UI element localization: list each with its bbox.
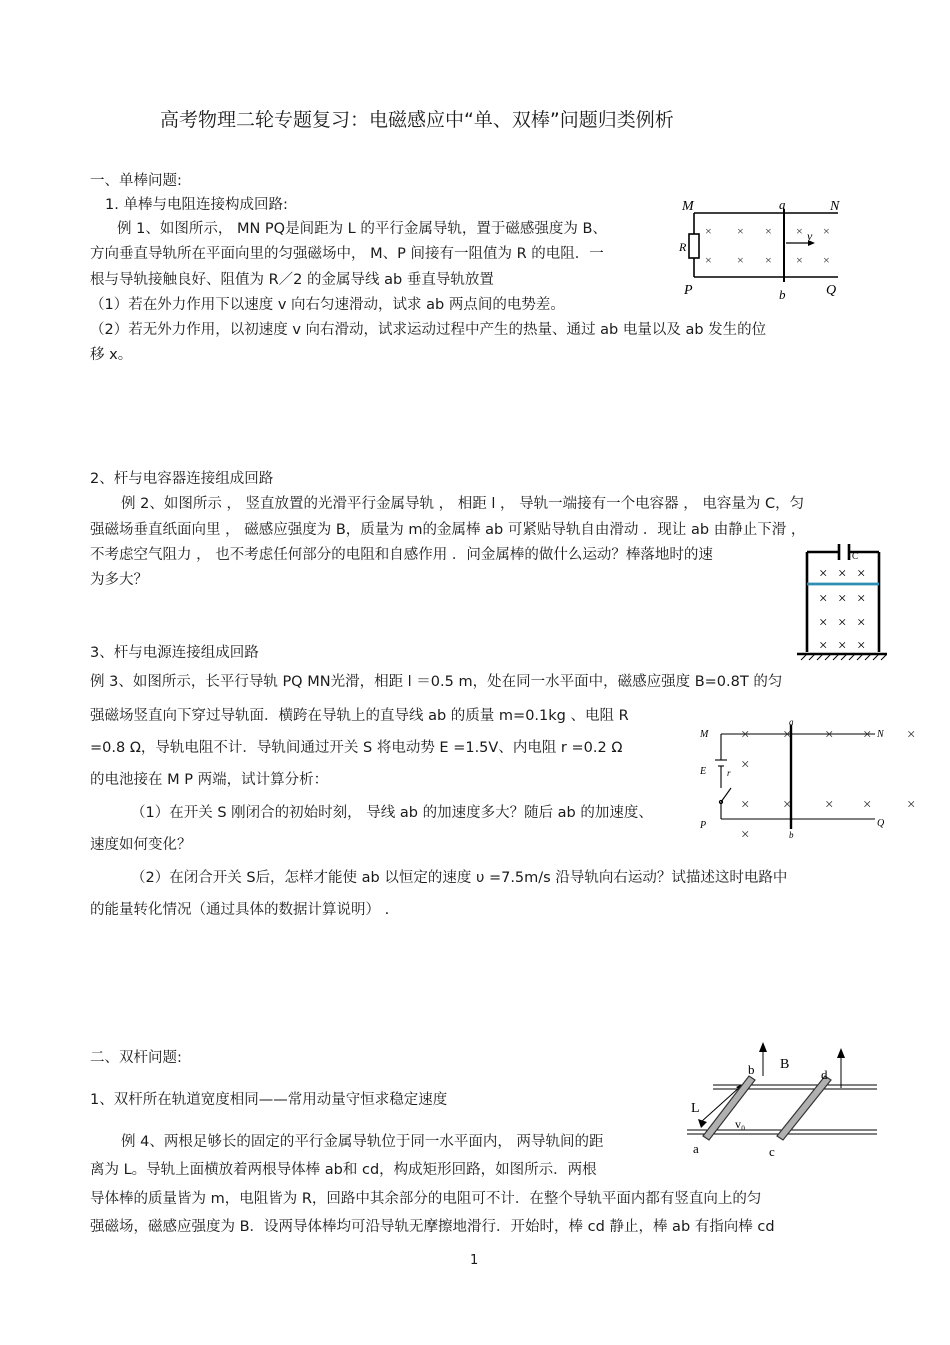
fig3-label-E: E (700, 766, 707, 777)
fig1-label-b: b (779, 287, 786, 300)
fig3-label-N: N (877, 729, 884, 740)
figure-rails-resistor (678, 196, 850, 300)
fig3-field-cross: × (907, 727, 916, 743)
fig3-field-cross: × (741, 827, 750, 840)
ex1-line-2: 方向垂直导轨所在平面向里的匀强磁场中， M、P 间接有一阻值为 R 的电阻．一 (90, 246, 604, 262)
ex4-line-4: 强磁场，磁感应强度为 B．设两导体棒均可沿导轨无摩擦地滑行．开始时，棒 cd 静止，棒 ab 有指向棒 cd (90, 1219, 775, 1235)
fig2-field-cross: × (819, 615, 828, 631)
fig2-field-cross: × (857, 615, 866, 631)
fig1-label-M: M (682, 199, 694, 214)
fig2-field-cross: × (819, 566, 828, 582)
fig2-field-cross: × (838, 591, 847, 607)
fig3-label-r: r (727, 768, 731, 778)
ex2-line-1: 例 2、如图所示 ， 竖直放置的光滑平行金属导轨 ， 相距 l ， 导轨一端接有一个电容器 ， 电容量为 C，匀 (121, 496, 805, 512)
ex2-line-4: 为多大？ (90, 572, 148, 588)
fig3-field-cross: × (907, 797, 916, 813)
fig4-label-d: d (821, 1067, 828, 1082)
fig3-field-cross: × (741, 797, 750, 813)
fig3-label-M: M (700, 729, 709, 740)
ex2-line-3: 不考虑空气阻力 ， 也不考虑任何部分的电阻和自感作用 ．问金属棒的做什么运动？棒落地时的速 (90, 547, 713, 563)
fig4-label-B: B (780, 1057, 790, 1072)
fig4-label-c: c (769, 1144, 775, 1159)
ex1-line-6: 移 x。 (90, 347, 133, 363)
fig1-field-cross: × (823, 253, 830, 267)
ex2-line-2: 强磁场垂直纸面向里 ， 磁感应强度为 B，质量为 m的金属棒 ab 可紧贴导轨自由滑动 ．现让 ab 由静止下滑 ， (90, 522, 806, 538)
subheading-rod-resistor: 1. 单棒与电阻连接构成回路: (105, 197, 288, 213)
figure-rails-battery (695, 716, 925, 840)
fig4-label-v0: v₀ (735, 1117, 746, 1131)
fig2-field-cross: × (857, 638, 866, 654)
ex1-line-1: 例 1、如图所示， MN PQ是间距为 L 的平行金属导轨，置于磁感强度为 B、 (117, 221, 607, 237)
ex4-line-3: 导体棒的质量皆为 m，电阻皆为 R，回路中其余部分的电阻可不计．在整个导轨平面内都有竖直向上的匀 (90, 1191, 762, 1207)
fig3-label-b: b (789, 830, 794, 840)
fig1-field-cross: × (705, 224, 712, 238)
fig2-field-cross: × (819, 591, 828, 607)
fig2-field-cross: × (838, 638, 847, 654)
figure-two-rods (685, 1040, 885, 1168)
ex3-line-3: =0.8 Ω，导轨电阻不计．导轨间通过开关 S 将电动势 E =1.5V、内电阻 r =0.2 Ω (90, 740, 623, 756)
fig3-field-cross: × (863, 797, 872, 813)
fig2-field-cross: × (838, 615, 847, 631)
subheading-rod-capacitor: 2、杆与电容器连接组成回路 (90, 471, 274, 487)
fig3-label-Q: Q (877, 818, 885, 829)
fig4-label-b: b (748, 1062, 755, 1077)
fig1-field-cross: × (823, 224, 830, 238)
fig1-field-cross: × (765, 224, 772, 238)
fig3-label-a: a (789, 717, 794, 727)
ex1-line-4: （1）若在外力作用下以速度 v 向右匀速滑动，试求 ab 两点间的电势差。 (90, 297, 565, 313)
ex3-line-7: （2）在闭合开关 S后，怎样才能使 ab 以恒定的速度 υ =7.5m/s 沿导轨向右运动？试描述这时电路中 (131, 870, 788, 886)
fig3-field-cross: × (825, 797, 834, 813)
fig1-label-a: a (779, 197, 786, 212)
fig3-field-cross: × (783, 727, 792, 743)
ex4-line-2: 离为 L。导轨上面横放着两根导体棒 ab和 cd，构成矩形回路，如图所示．两根 (90, 1162, 597, 1178)
fig1-label-Q: Q (826, 283, 837, 298)
fig1-label-v: v (807, 229, 813, 243)
fig1-field-cross: × (737, 253, 744, 267)
fig3-field-cross: × (741, 727, 750, 743)
fig3-field-cross: × (825, 727, 834, 743)
ex3-line-6: 速度如何变化？ (90, 837, 192, 853)
fig1-field-cross: × (765, 253, 772, 267)
ex3-line-2: 强磁场竖直向下穿过导轨面．横跨在导轨上的直导线 ab 的质量 m=0.1kg 、电阻 R (90, 708, 629, 724)
section-heading-single-rod: 一、单棒问题: (90, 173, 182, 189)
ex4-line-1: 例 4、两根足够长的固定的平行金属导轨位于同一水平面内， 两导轨间的距 (121, 1134, 604, 1150)
ex3-line-5: （1）在开关 S 刚闭合的初始时刻， 导线 ab 的加速度多大？随后 ab 的加速度、 (131, 805, 653, 821)
fig2-field-cross: × (819, 638, 828, 654)
ex3-line-8: 的能量转化情况（通过具体的数据计算说明） . (90, 902, 390, 918)
fig1-field-cross: × (796, 224, 803, 238)
fig2-field-cross: × (857, 566, 866, 582)
fig2-label-C: C (852, 551, 859, 561)
figure-vertical-rails-capacitor (795, 540, 887, 662)
fig2-field-cross: × (857, 591, 866, 607)
fig3-field-cross: × (863, 727, 872, 743)
subheading-rod-battery: 3、杆与电源连接组成回路 (90, 645, 259, 661)
subheading-equal-width-rails: 1、双杆所在轨道宽度相同——常用动量守恒求稳定速度 (90, 1092, 448, 1108)
ex1-line-3: 根与导轨接触良好、阻值为 R／2 的金属导线 ab 垂直导轨放置 (90, 272, 494, 288)
ex3-line-1: 例 3、如图所示，长平行导轨 PQ MN光滑，相距 l ＝0.5 m，处在同一水平面中，磁感应强度 B=0.8T 的匀 (90, 674, 783, 690)
fig1-label-N: N (830, 199, 840, 214)
fig1-label-R: R (679, 240, 687, 254)
ex1-line-5: （2）若无外力作用，以初速度 v 向右滑动，试求运动过程中产生的热量、通过 ab 电量以及 ab 发生的位 (90, 322, 767, 338)
ex3-line-4: 的电池接在 M P 两端，试计算分析： (90, 772, 329, 788)
fig3-label-P: P (700, 820, 707, 831)
fig1-field-cross: × (705, 253, 712, 267)
fig1-label-P: P (684, 283, 693, 298)
fig3-field-cross: × (783, 797, 792, 813)
section-heading-double-rod: 二、双杆问题: (90, 1050, 182, 1066)
fig4-label-a: a (693, 1141, 699, 1156)
fig2-field-cross: × (838, 566, 847, 582)
fig1-field-cross: × (737, 224, 744, 238)
fig1-field-cross: × (796, 253, 803, 267)
page-title: 高考物理二轮专题复习：电磁感应中“单、双棒”问题归类例析 (160, 109, 674, 131)
fig3-field-cross: × (741, 757, 750, 773)
page-number: 1 (470, 1253, 479, 1268)
fig4-label-L: L (691, 1101, 700, 1116)
